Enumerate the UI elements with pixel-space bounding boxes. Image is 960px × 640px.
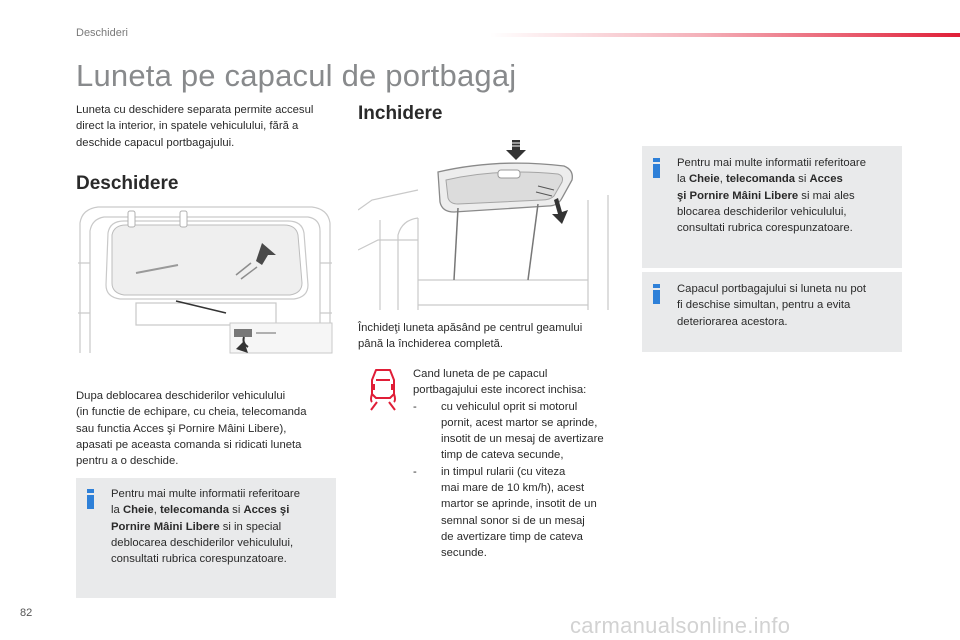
info-line: la Cheie, telecomanda si Acces [677,173,843,186]
rear-window-closing-illustration [358,140,620,310]
info-box-left-text [111,486,331,567]
info-line: deteriorarea acestora. [677,315,788,328]
info-line: consultati rubrica corespunzatoare. [111,553,287,566]
info-line: Capacul portbagajului si luneta nu pot [677,283,867,295]
deschidere-line: Dupa deblocarea deschiderilor vehiculului [76,390,286,402]
inchidere-line: până la închiderea completă. [358,338,504,351]
info-icon [87,489,94,509]
info-box-right-1-text [677,155,899,236]
info-line: consultati rubrica corespunzatoare. [677,222,853,235]
rear-window-opening-illustration [76,203,334,355]
deschidere-line: (in functie de echipare, cu cheia, telecomanda [76,406,307,419]
inchidere-line: Închideţi luneta apăsând pe centrul geamului [358,322,583,334]
tailgate-open-warning-icon [367,366,399,412]
info-icon [653,284,660,304]
info-line: fi deschise simultan, pentru a evita [677,299,851,312]
intro-line: direct la interior, in spatele vehiculului, fără a [76,120,299,133]
section-label: Deschideri [76,27,128,39]
intro-line: Luneta cu deschidere separata permite accesul [76,104,314,116]
intro-line: deschide capacul portbagajului. [76,136,235,149]
info-box-right-2 [642,272,902,352]
inchidere-heading: Inchidere [358,103,443,124]
info-box-right-1 [642,146,902,268]
warning-list-item: - cu vehiculul oprit si motorul pornit, acest martor se aprinde, insotit de un mesaj de avertizare timp de cateva secunde, [413,400,604,462]
warning-line: Cand luneta de pe capacul [413,368,548,380]
page-title: Luneta pe capacul de portbagaj [76,58,517,93]
inchidere-paragraph [358,320,618,353]
info-box-right-2-text [677,281,899,330]
deschidere-line: pentru a o deschide. [76,455,179,468]
info-line: şi Pornire Mâini Libere si mai ales [677,189,855,202]
info-box-left [76,478,336,598]
header-accent-bar [490,33,960,37]
deschidere-line: apasati pe aceasta comanda si ridicati luneta [76,438,302,451]
warning-line: portbagajului este incorect inchisa: [413,384,587,397]
intro-paragraph [76,102,346,151]
watermark: carmanualsonline.info [570,613,791,638]
info-line: Pentru mai multe informatii referitoare [111,488,300,500]
warning-list-item: - in timpul rularii (cu viteza mai mare de 10 km/h), acest martor se aprinde, insotit de un semnal sonor si de un mesaj de avertizare timp de cateva secunde. [413,465,597,560]
deschidere-line: sau functia Acces şi Pornire Mâini Libere), [76,422,287,435]
warning-paragraph [413,366,623,562]
page-number: 82 [20,607,33,619]
info-line: Pornire Mâini Libere si in special [111,520,282,533]
deschidere-paragraph [76,388,346,469]
info-line: Pentru mai multe informatii referitoare [677,157,866,169]
deschidere-heading: Deschidere [76,173,179,194]
info-line: la Cheie, telecomanda si Acces şi [111,504,290,517]
info-line: deblocarea deschiderilor vehiculului, [111,536,294,549]
info-line: blocarea deschiderilor vehiculului, [677,205,847,218]
info-icon [653,158,660,178]
